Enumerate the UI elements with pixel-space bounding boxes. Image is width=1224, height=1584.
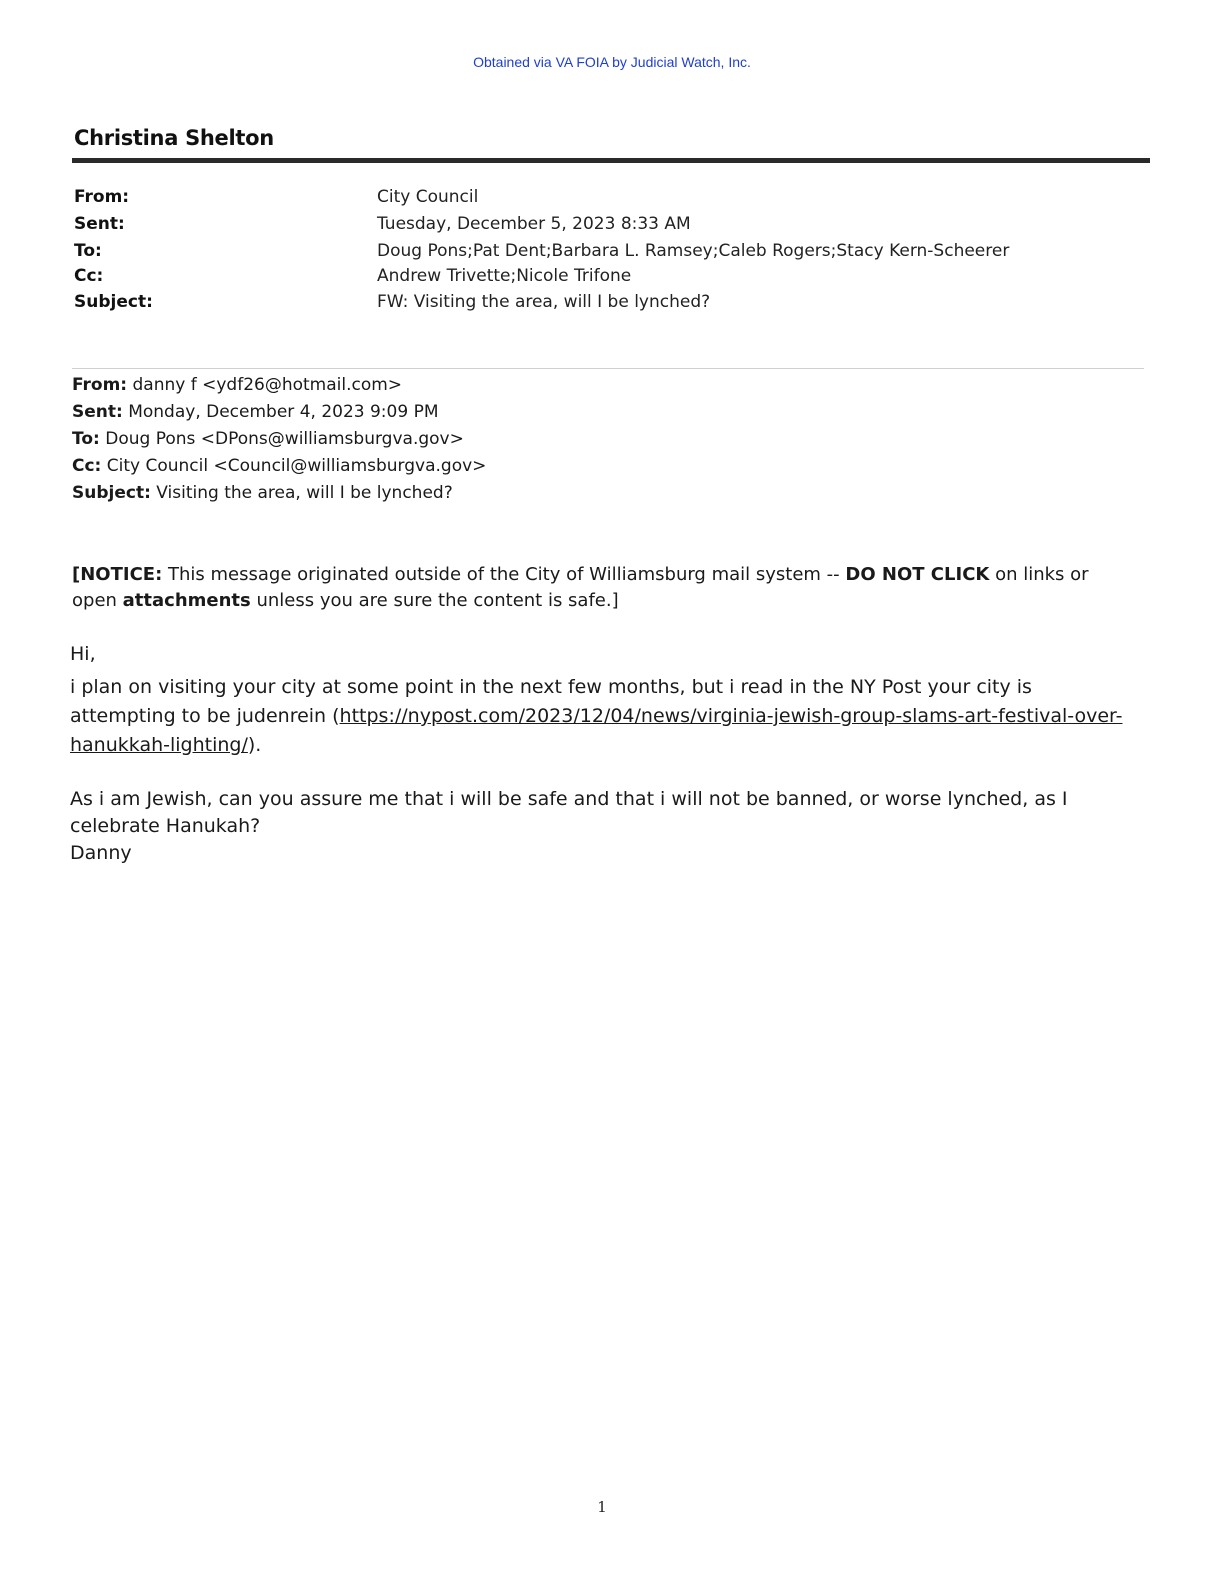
to-label: To: (74, 241, 102, 261)
notice-text-3: unless you are sure the content is safe.] (250, 590, 619, 611)
paragraph-1-text: i plan on visiting your city at some point in the next few months, but i read in the NY Post your city is attempting to be judenrein ( (70, 676, 1032, 727)
foia-watermark: Obtained via VA FOIA by Judicial Watch, Inc. (473, 54, 751, 70)
fwd-sent-label: Sent: (72, 402, 123, 422)
message-paragraph-2-line-1: As i am Jewish, can you assure me that i will be safe and that i will not be banned, or worse lynched, as I (70, 788, 1068, 810)
notice-text-2: on links or open (72, 564, 1089, 611)
from-label: From: (74, 187, 130, 207)
fwd-subject-row (72, 480, 453, 506)
fwd-subject-label: Subject: (72, 483, 151, 503)
external-mail-notice (72, 562, 1092, 614)
header-from-row (74, 184, 1174, 210)
fwd-from-row (72, 372, 402, 398)
page-number: 1 (597, 1498, 607, 1516)
message-paragraph-1 (70, 673, 1130, 760)
notice-open-bracket: [ (72, 564, 81, 585)
fwd-cc-label: Cc: (72, 456, 102, 476)
fwd-to-value: Doug Pons <DPons@williamsburgva.gov> (99, 429, 464, 449)
sent-label: Sent: (74, 214, 125, 234)
cc-label: Cc: (74, 266, 104, 286)
header-cc-row (74, 263, 1174, 289)
message-paragraph-2-line-2: celebrate Hanukah? (70, 815, 261, 837)
fwd-cc-value: City Council <Council@williamsburgva.gov> (101, 456, 487, 476)
fwd-from-label: From: (72, 375, 128, 395)
notice-attachments: attachments (122, 590, 251, 611)
fwd-to-label: To: (72, 429, 100, 449)
fwd-subject-value: Visiting the area, will I be lynched? (150, 483, 453, 503)
subject-label: Subject: (74, 292, 153, 312)
fwd-cc-row (72, 453, 486, 479)
from-value: City Council (377, 187, 479, 207)
sent-value: Tuesday, December 5, 2023 8:33 AM (377, 214, 691, 234)
to-value: Doug Pons;Pat Dent;Barbara L. Ramsey;Caleb Rogers;Stacy Kern-Scheerer (377, 241, 1010, 261)
notice-text-1: This message originated outside of the City of Williamsburg mail system -- (162, 564, 846, 585)
forward-divider (72, 368, 1144, 369)
notice-do-not-click: DO NOT CLICK (845, 564, 990, 585)
header-subject-row (74, 289, 1174, 315)
header-to-row (74, 238, 1174, 264)
fwd-to-row (72, 426, 464, 452)
owner-divider (72, 158, 1150, 163)
mailbox-owner-name: Christina Shelton (74, 126, 274, 150)
message-greeting: Hi, (70, 643, 96, 665)
fwd-sent-value: Monday, December 4, 2023 9:09 PM (122, 402, 439, 422)
fwd-from-value: danny f <ydf26@hotmail.com> (127, 375, 403, 395)
nypost-link[interactable]: https://nypost.com/2023/12/04/news/virginia-jewish-group-slams-art-festival-over-hanukkah-lighting/ (70, 705, 1123, 756)
message-signature: Danny (70, 842, 132, 864)
subject-value: FW: Visiting the area, will I be lynched? (377, 292, 711, 312)
cc-value: Andrew Trivette;Nicole Trifone (377, 266, 632, 286)
fwd-sent-row (72, 399, 438, 425)
header-sent-row (74, 211, 1174, 237)
notice-label: NOTICE: (80, 564, 163, 585)
paragraph-1-end: ). (247, 734, 262, 756)
